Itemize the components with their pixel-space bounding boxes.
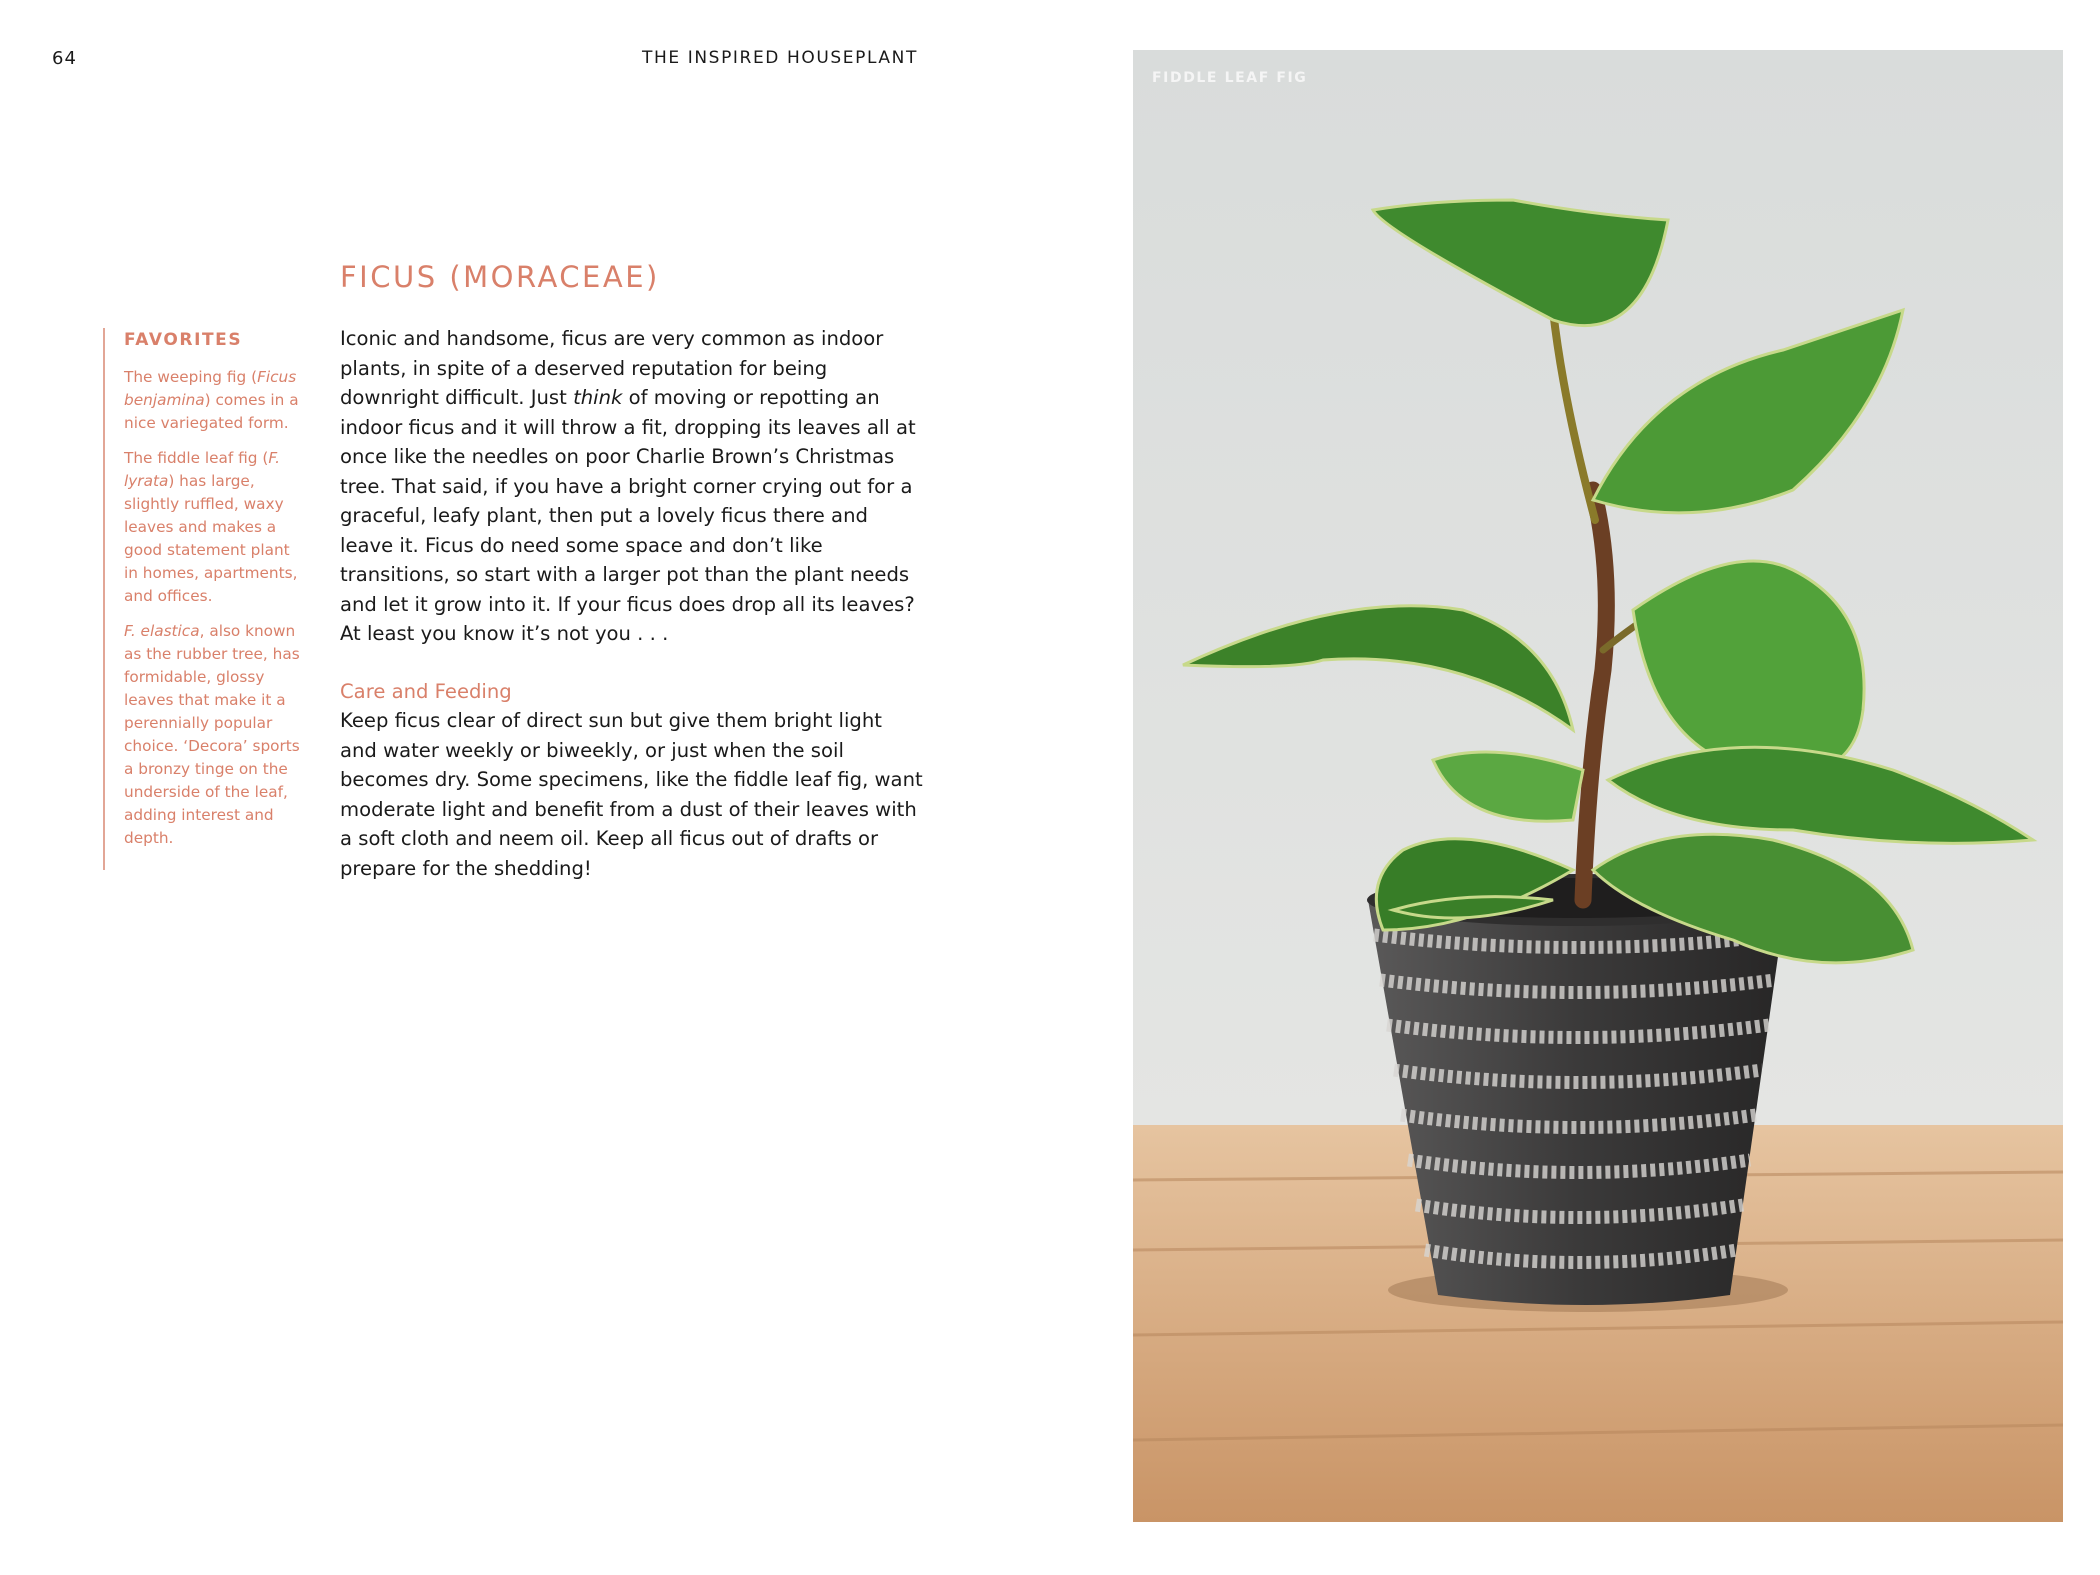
sidebar-note-weeping-fig: The weeping fig (Ficus benjamina) comes in a nice variegated form. <box>124 368 299 432</box>
page-number: 64 <box>52 48 77 69</box>
photo-caption: FIDDLE LEAF FIG <box>1152 70 1308 86</box>
running-head: THE INSPIRED HOUSEPLANT <box>642 48 918 68</box>
care-subhead: Care and Feeding <box>340 679 512 703</box>
intro-paragraph: Iconic and handsome, ficus are very common as indoor plants, in spite of a deserved reputation for being downright difficult. Just think of moving or repotting an indoor ficus and it will throw a fit, dropping its leaves all at once like the needles on poor Charlie Brown’s Christmas tree. That said, if you have a bright corner crying out for a graceful, leafy plant, then put a lovely ficus there and leave it. Ficus do need some space and don’t like transitions, so start with a larger pot than the plant needs and let it grow into it. If your ficus does drop all its leaves? At least you know it’s not you . . . <box>340 327 916 645</box>
plant-photo <box>1133 50 2063 1522</box>
favorites-sidebar <box>103 328 308 870</box>
section-title: FICUS (MORACEAE) <box>340 260 660 294</box>
sidebar-note-rubber-tree: F. elastica, also known as the rubber tree, has formidable, glossy leaves that make it a perennially popular choice. ‘Decora’ sports a bronzy tinge on the underside of the leaf, adding interest and depth. <box>124 622 300 847</box>
body-text <box>340 324 925 883</box>
fiddle-leaf-fig-illustration <box>1133 50 2063 1522</box>
care-paragraph: Keep ficus clear of direct sun but give them bright light and water weekly or biweekly, or just when the soil becomes dry. Some specimens, like the fiddle leaf fig, want moderate light and benefit from a dust of their leaves with a soft cloth and neem oil. Keep all ficus out of drafts or prepare for the shedding! <box>340 709 923 880</box>
sidebar-note-fiddle-leaf-fig: The fiddle leaf fig (F. lyrata) has large, slightly ruffled, waxy leaves and makes a good statement plant in homes, apartments, and offices. <box>124 449 298 605</box>
sidebar-label: FAVORITES <box>124 330 243 350</box>
